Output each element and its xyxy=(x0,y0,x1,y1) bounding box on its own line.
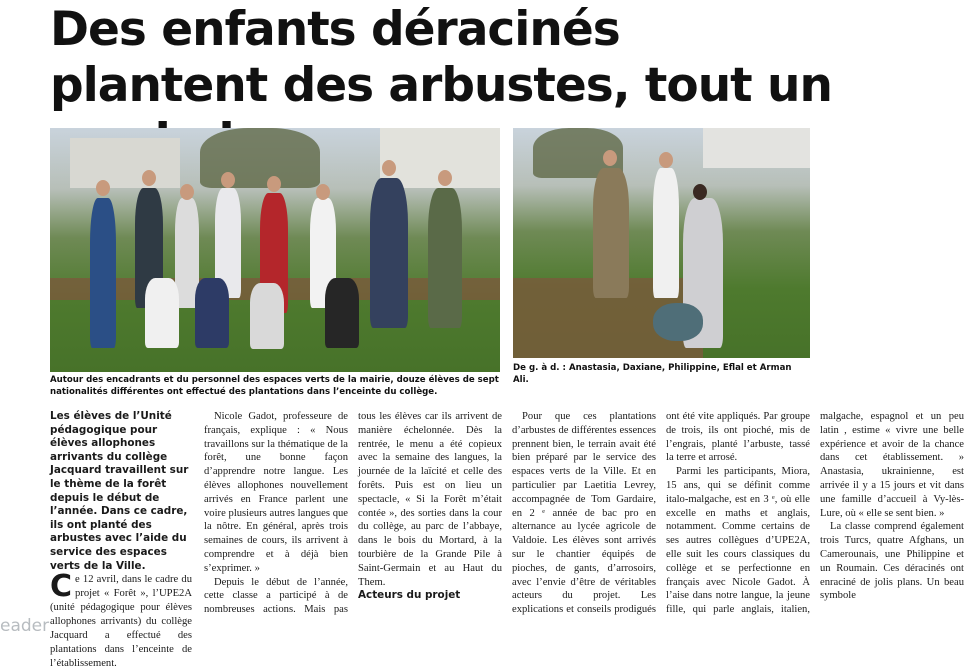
drop-cap: C xyxy=(50,569,73,605)
article-body-flow xyxy=(204,410,964,630)
planting-photo xyxy=(513,128,810,358)
article-paragraph: Ce 12 avril, dans le cadre du projet « Forêt », l’UPE2A (unité pédagogique pour élèves allophones arrivants) du collège Jacquard a effectué des plantations dans l’enceinte de l’établissement. xyxy=(50,569,192,670)
article-lead: Les élèves de l’Unité pédagogique pour élèves allophones arrivants du collège Jacquard travaillent sur le thème de la forêt depuis le début de l’année. Dans ce cadre, ils ont planté des arbustes avec l’aide du service des espaces verts de la Ville. xyxy=(50,410,189,572)
group-photo-caption: Autour des encadrants et du personnel des espaces verts de la mairie, douze élèves de sept nationalités différentes ont effectué des plantations dans l’enceinte du collège. xyxy=(50,375,499,397)
article-paragraph: Nicole Gadot, professeure de français, explique : « Nous travaillons sur la thématique de la forêt, une bonne façon d’apprendre notre langue. Les élèves allophones nouvellement arrivés en France parlent une voire plusieurs autres langues que la nôtre. En général, après trois semaines de cours, ils arrivent à comprendre et à déjà bien s’exprimer. » xyxy=(204,411,348,574)
group-photo xyxy=(50,128,500,372)
article-subhead: Acteurs du projet xyxy=(358,589,461,602)
article-column-1 xyxy=(50,410,192,670)
article-paragraph: Depuis le début de l’année, cette classe a participé à de nombreuses actions. Mais pas tous les élèves car ils arrivent de manière échelonnée. Dès la rentrée, le menu a été copieux avec la semaine des langues, la journée de la laïcité et celle des forêts. Puis est on lieu un spectacle, « Si la Forêt m’était contée », des sorties dans la cour du collège, au parc de l’abbaye, dans le bois du Mortard, à la tourbière de la Grande Pile à Saint-Germain et au Haut du Them. xyxy=(204,411,502,616)
article-headline: Des enfants déracinés plantent des arbustes, tout un xyxy=(50,2,832,113)
article-paragraph: Parmi les participants, Miora, 15 ans, qui se définit comme italo-malgache, est en 3 ᵉ, où elle excelle en maths et anglais, notamment. Comme certains de ses autres collègues d’UPE2A, elle suit les cours classiques du collège et se perfectionne en français avec Nicole Gadot. À l’aise dans notre langue, la jeune fille, qui parle anglais, italien, malgache, espagnol et un peu latin , estime « vivre une belle expérience et avoir de la chance dans cet établissement. » Anastasia, ukrainienne, est arrivée il y a 15 jours et vit dans une famille d’accueil à Vy-lès-Lure, où « elle se sent bien. » xyxy=(666,411,964,616)
article-paragraph: La classe comprend également trois Turcs, quatre Afghans, un Camerounais, une Philippine et un Roumain. Ces déracinés ont enraciné de jolis plans. Un beau symbole xyxy=(820,521,964,602)
watermark: eader xyxy=(0,616,50,636)
planting-photo-caption: De g. à d. : Anastasia, Daxiane, Philippine, Eflal et Arman Ali. xyxy=(513,363,792,385)
article-paragraph: Pour que ces plantations d’arbustes de différentes essences prennent bien, le terrain avait été bien préparé par le service des espaces verts de la Ville. Et en particulier par Laetitia Levrey, accompagnée de Tom Gardaire, en 2 ᵉ année de bac pro en alternance au lycée agricole de Valdoie. Les élèves sont arrivés sur le chantier équipés de pioches, de gants, d’arrosoirs, avec l’envie d’être de véritables acteurs du projet. Les explications et conseils prodigués ont été vite appliqués. Par groupe de trois, ils ont pioché, mis de l’engrais, planté l’arbuste, tassé la terre et arrosé. xyxy=(512,411,810,616)
